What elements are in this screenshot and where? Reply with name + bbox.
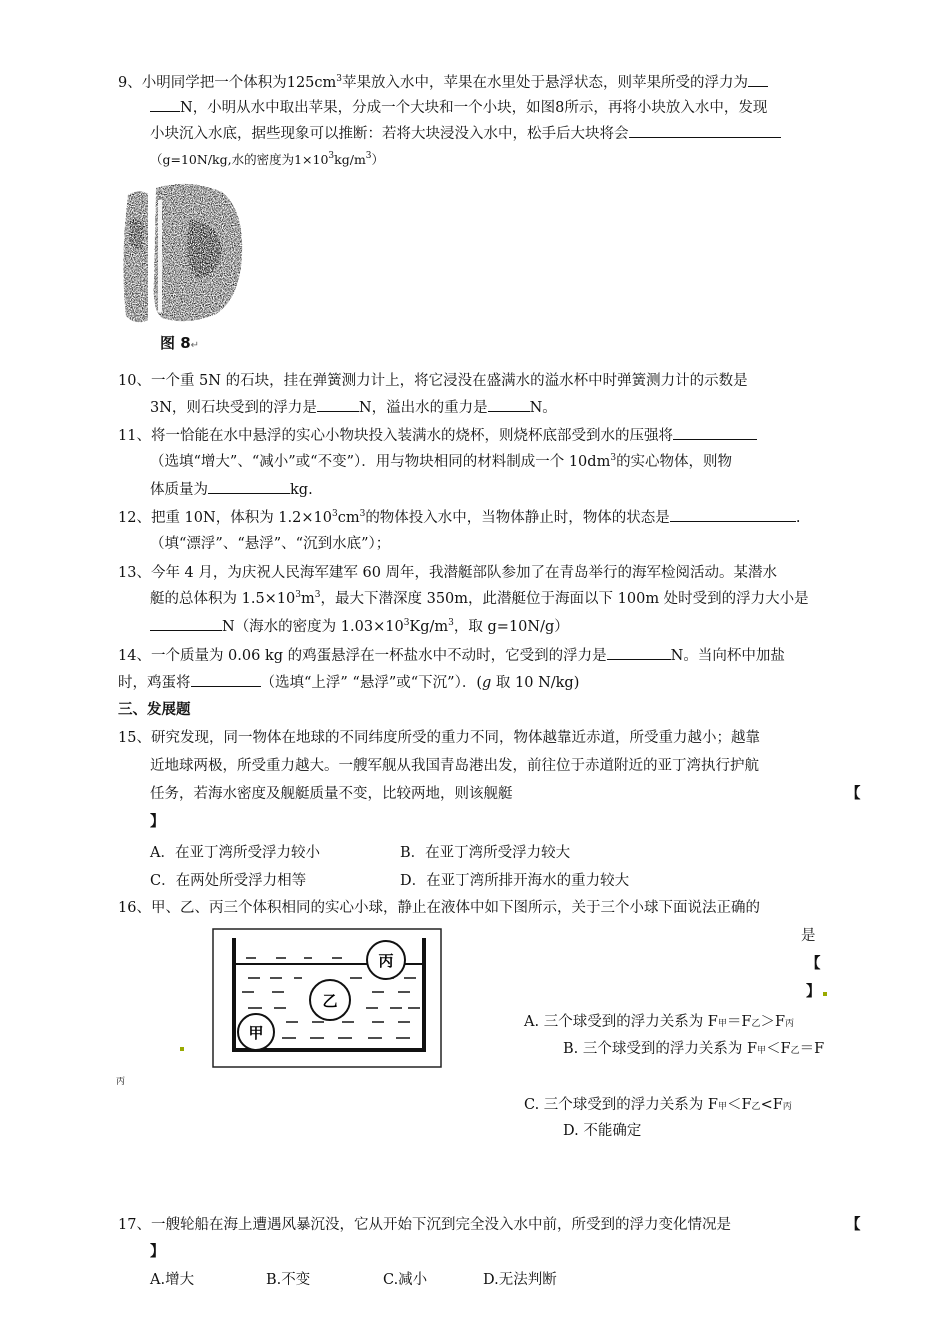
q15-bracket-open: 【: [846, 785, 861, 802]
q17-option-a[interactable]: A.增大: [150, 1272, 195, 1288]
q9-line4: （g=10N/kg,水的密度为$1\times 10^3kg/m^3$）: [150, 151, 385, 167]
q16-bracket-close: 】: [806, 983, 821, 1000]
q16-line2: 是: [801, 928, 816, 944]
q17-bracket-open: 【: [846, 1216, 861, 1233]
q15-line3: 任务，若海水密度及舰艇质量不变，比较两地，则该舰艇: [150, 786, 513, 802]
q14-blank-1[interactable]: [607, 645, 671, 660]
q9-blank-1a[interactable]: [748, 72, 768, 87]
q11-line1: 11、将一恰能在水中悬浮的实心小物块投入装满水的烧杯，则烧杯底部受到水的压强将: [118, 425, 757, 446]
q17-bracket-close: 】: [150, 1243, 165, 1260]
apple-figure-8: [118, 180, 250, 332]
q15-line2: 近地球两极，所受重力越大。一艘军舰从我国青岛港出发，前往位于赤道附近的亚丁湾执行护航: [150, 758, 759, 774]
label-jia: 甲: [248, 1024, 264, 1042]
q9-blank-1b[interactable]: [150, 97, 180, 112]
q15-line1: 15、研究发现，同一物体在地球的不同纬度所受的重力不同，物体越靠近赤道，所受重力越小；越靠: [118, 730, 760, 746]
q16-option-a[interactable]: A. 三个球受到的浮力关系为 F甲＝F乙＞F丙: [524, 1014, 795, 1030]
q16-bracket-open: 【: [806, 955, 821, 972]
q13-blank-1[interactable]: [150, 616, 222, 631]
q9-blank-2[interactable]: [629, 123, 781, 138]
q12-line2: （填“漂浮”、“悬浮”、“沉到水底”）；: [150, 536, 391, 552]
section-3-heading: 三、发展题: [118, 702, 191, 718]
q17-line1: 17、一艘轮船在海上遭遇风暴沉没，它从开始下沉到完全没入水中前，所受到的浮力变化情况是: [118, 1217, 731, 1233]
q12-line1: 12、把重 10N，体积为 $1.2\times 10^3cm^3$的物体投入水中，当物体静止时，物体的状态是 .: [118, 509, 801, 526]
q15-option-d[interactable]: D．在亚丁湾所排开海水的重力较大: [400, 873, 630, 889]
figure-8-caption: 图 8↵: [160, 334, 200, 352]
q17-option-c[interactable]: C.减小: [383, 1272, 428, 1288]
q10-line2: 3N，则石块受到的浮力是 N，溢出水的重力是 N。: [150, 397, 557, 418]
q16-option-d[interactable]: D. 不能确定: [563, 1123, 642, 1139]
q13-line2: 艇的总体积为 $1.5\times 10^3m^3$，最大下潜深度 350m，此潜艇位于海面以下 100m 处时受到的浮力大小是: [150, 590, 809, 607]
q16-option-b-wrap: 丙: [116, 1077, 126, 1087]
q15-option-c[interactable]: C．在两处所受浮力相等: [150, 873, 307, 889]
q15-bracket-close: 】: [150, 813, 165, 830]
q9-line2: N，小明从水中取出苹果，分成一个大块和一个小块，如图8所示，再将小块放入水中，发现: [150, 97, 767, 118]
q10-blank-2[interactable]: [488, 397, 530, 412]
q10-line1: 10、一个重 5N 的石块，挂在弹簧测力计上，将它浸没在盛满水的溢水杯中时弹簧测力计的示数是: [118, 373, 748, 389]
stray-dot: [180, 1047, 184, 1051]
q11-line3: 体质量为 kg.: [150, 479, 313, 500]
q15-option-b[interactable]: B．在亚丁湾所受浮力较大: [400, 845, 571, 861]
q15-option-a[interactable]: A．在亚丁湾所受浮力较小: [150, 845, 320, 861]
q14-blank-2[interactable]: [191, 672, 261, 687]
q17-option-d[interactable]: D.无法判断: [483, 1272, 557, 1288]
q11-blank-1[interactable]: [673, 425, 757, 440]
q17-option-b[interactable]: B.不变: [266, 1272, 311, 1288]
q9-line3: 小块沉入水底，据些现象可以推断：若将大块浸没入水中，松手后大块将会: [150, 123, 781, 144]
q16-option-b[interactable]: B. 三个球受到的浮力关系为 F甲＜F乙＝F: [563, 1041, 825, 1057]
q16-line1: 16、甲、乙、丙三个体积相同的实心小球，静止在液体中如下图所示，关于三个小球下面说法正确的: [118, 900, 760, 916]
q11-line2: （选填“增大”、“减小”或“不变”）．用与物块相同的材料制成一个 $10dm^3$的实心物体，则物: [150, 453, 733, 470]
q14-line2: 时，鸡蛋将 （选填“上浮” “悬浮”或“下沉”）．(g 取 10 N/kg): [118, 672, 579, 693]
q16-option-c[interactable]: C. 三个球受到的浮力关系为 F甲＜F乙<F丙: [524, 1097, 792, 1113]
q12-blank-1[interactable]: [670, 507, 796, 522]
stray-dot: [823, 992, 827, 996]
q10-blank-1[interactable]: [317, 397, 359, 412]
q13-line1: 13、今年 4 月，为庆祝人民海军建军 60 周年，我潜艇部队参加了在青岛举行的海军检阅活动。某潜水: [118, 565, 778, 581]
label-bing: 丙: [378, 952, 394, 970]
three-balls-figure: [212, 928, 442, 1068]
q11-blank-2[interactable]: [208, 479, 290, 494]
q13-line3: N（海水的密度为 $1.03\times 10^3Kg/m^3$，取 g=10N/g）: [150, 616, 569, 637]
q14-line1: 14、一个质量为 0.06 kg 的鸡蛋悬浮在一杯盐水中不动时，它受到的浮力是 N。当向杯中加盐: [118, 645, 785, 666]
q9-line1: 9、小明同学把一个体积为$125cm^3$苹果放入水中，苹果在水里处于悬浮状态，则苹果所受的浮力为: [118, 72, 768, 93]
label-yi: 乙: [322, 992, 338, 1010]
